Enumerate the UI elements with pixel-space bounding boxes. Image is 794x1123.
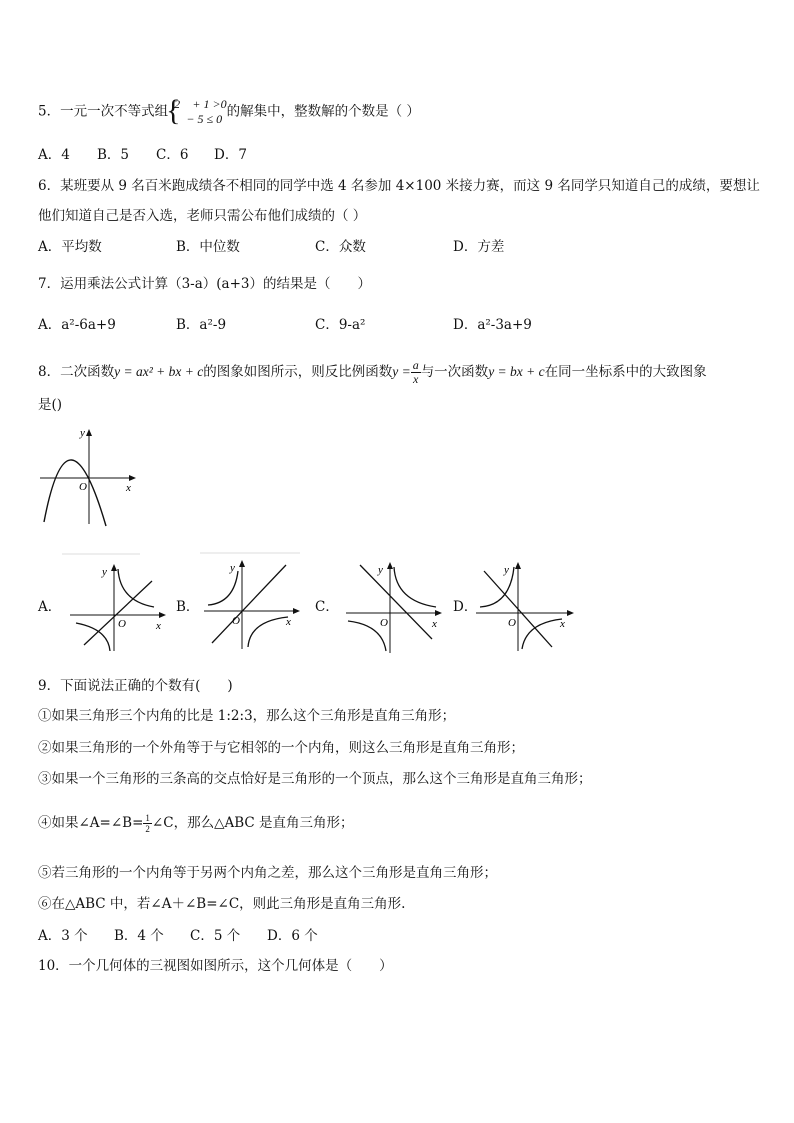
linear-line	[84, 581, 152, 645]
x-axis-arrow	[159, 612, 166, 618]
y-axis-label: y	[80, 427, 85, 439]
q8-part2: 的图象如图所示，则反比例函数	[203, 364, 393, 380]
hyperbola-branch-1	[208, 571, 238, 605]
q8-linear-expr: y = bx + c	[488, 364, 545, 379]
q8-part3: 与一次函数	[420, 364, 489, 380]
q8-option-b-label: B．	[176, 599, 200, 615]
q8-part1: 8．二次函数	[38, 364, 115, 380]
origin-label: O	[380, 617, 388, 629]
q6-option-c: C．众数	[315, 239, 366, 255]
q9-option-c: C．5 个	[190, 928, 241, 944]
hyperbola-branch-2	[248, 617, 288, 647]
q5-option-b: B．5	[97, 147, 130, 163]
q8-option-a-graph	[62, 553, 172, 653]
q9-statement-6: ⑥在△ABC 中，若∠A＋∠B=∠C，则此三角形是直角三角形.	[38, 896, 406, 912]
q9-title: 9．下面说法正确的个数有( )	[38, 678, 233, 694]
q9-option-b: B．4 个	[114, 928, 164, 944]
parabola-curve	[44, 460, 106, 526]
q9-option-d: D．6 个	[267, 928, 318, 944]
y-axis-label: y	[230, 562, 235, 574]
q8-stem-line2: 是()	[38, 397, 63, 413]
q5-sys-line2: 􀀀 − 5 ≤ 0	[174, 112, 223, 126]
q8-parabola-figure	[38, 424, 148, 528]
q7-option-b: B．a²-9	[176, 317, 227, 333]
q8-part4: 在同一坐标系中的大致图象	[544, 364, 707, 380]
q8-quadratic-expr: y = ax² + bx + c	[114, 364, 204, 379]
q8-option-a-label: A．	[38, 599, 62, 615]
q6-option-a: A．平均数	[38, 239, 102, 255]
origin-label: O	[508, 617, 516, 629]
q5-option-c: C．6	[156, 147, 189, 163]
y-axis-arrow	[515, 562, 521, 569]
y-axis-arrow	[239, 560, 245, 567]
x-axis-arrow	[129, 475, 136, 481]
q9-statement-4	[38, 813, 354, 834]
x-axis-label: x	[432, 618, 437, 630]
q8-reciprocal-lhs: y =	[392, 364, 411, 379]
x-axis-label: x	[286, 616, 291, 628]
q5-inequality-system: { 2􀀀 + 1 >0 􀀀 − 5 ≤ 0	[166, 94, 227, 127]
q7-stem: 7．运用乘法公式计算（3-a）(a+3）的结果是（ ）	[38, 276, 372, 292]
q5-suffix: 的解集中，整数解的个数是（ ）	[226, 103, 420, 120]
q10-stem: 10．一个几何体的三视图如图所示，这个几何体是（ ）	[38, 958, 393, 974]
q9-statement-5: ⑤若三角形的一个内角等于另两个内角之差，那么这个三角形是直角三角形；	[38, 865, 497, 881]
x-axis-arrow	[435, 610, 442, 616]
origin-label: O	[118, 618, 126, 630]
q6-option-b: B．中位数	[176, 239, 240, 255]
origin-label: O	[79, 481, 87, 493]
y-axis-label: y	[504, 564, 509, 576]
q8-fraction-num: a	[412, 358, 419, 372]
q9-s4-num: 1	[145, 813, 150, 823]
q7-option-a: A．a²-6a+9	[38, 317, 116, 333]
x-axis-label: x	[560, 618, 565, 630]
q8-option-c-label: C．	[315, 599, 339, 615]
q5-sys-line1: 2􀀀 + 1 >0	[174, 97, 227, 111]
q5-option-a: A．4	[38, 147, 70, 163]
q8-option-b-graph	[198, 551, 308, 651]
q8-option-d-graph	[474, 553, 584, 653]
q9-s4-suffix: ∠C，那么△ABC 是直角三角形；	[151, 815, 354, 831]
q9-statement-3: ③如果一个三角形的三条高的交点恰好是三角形的一个顶点，那么这个三角形是直角三角形；	[38, 771, 592, 787]
y-axis-arrow	[86, 429, 92, 436]
q9-option-a: A．3 个	[38, 928, 88, 944]
q6-stem-line2: 他们知道自己是否入选，老师只需公布他们成绩的（ ）	[38, 208, 367, 224]
x-axis-arrow	[567, 610, 574, 616]
q8-option-d-label: D．	[453, 599, 478, 615]
q9-statement-1: ①如果三角形三个内角的比是 1:2:3，那么这个三角形是直角三角形；	[38, 708, 456, 724]
hyperbola-branch-2	[522, 619, 562, 649]
q9-s4-fraction	[143, 813, 152, 834]
q9-s4-den: 2	[145, 824, 150, 834]
y-axis-label: y	[378, 564, 383, 576]
q8-reciprocal-fraction	[411, 359, 421, 386]
x-axis-label: x	[156, 620, 161, 632]
linear-line	[212, 565, 286, 643]
q8-stem-line1	[38, 359, 707, 386]
q9-statement-2: ②如果三角形的一个外角等于与它相邻的一个内角，则这么三角形是直角三角形；	[38, 740, 524, 756]
y-axis-arrow	[387, 562, 393, 569]
q5-prefix: 5．一元一次不等式组	[38, 103, 169, 120]
q5-option-d: D．7	[214, 147, 247, 163]
q5-stem	[38, 94, 420, 127]
q6-option-d: D．方差	[453, 239, 505, 255]
q8-fraction-den: x	[413, 372, 419, 386]
x-axis-label: x	[126, 482, 131, 494]
y-axis-label: y	[102, 566, 107, 578]
q7-option-d: D．a²-3a+9	[453, 317, 532, 333]
q9-s4-prefix: ④如果∠A=∠B=	[38, 815, 144, 831]
q7-option-c: C．9-a²	[315, 317, 366, 333]
hyperbola-branch-1	[118, 569, 154, 607]
hyperbola-branch-1	[394, 567, 436, 607]
origin-label: O	[232, 615, 240, 627]
q8-option-c-graph	[340, 553, 450, 657]
y-axis-arrow	[111, 564, 117, 571]
q6-stem-line1: 6．某班要从 9 名百米跑成绩各不相同的同学中选 4 名参加 4×100 米接力赛，而这 9 名同学只知道自己的成绩，要想让	[38, 178, 760, 194]
x-axis-arrow	[293, 608, 300, 614]
